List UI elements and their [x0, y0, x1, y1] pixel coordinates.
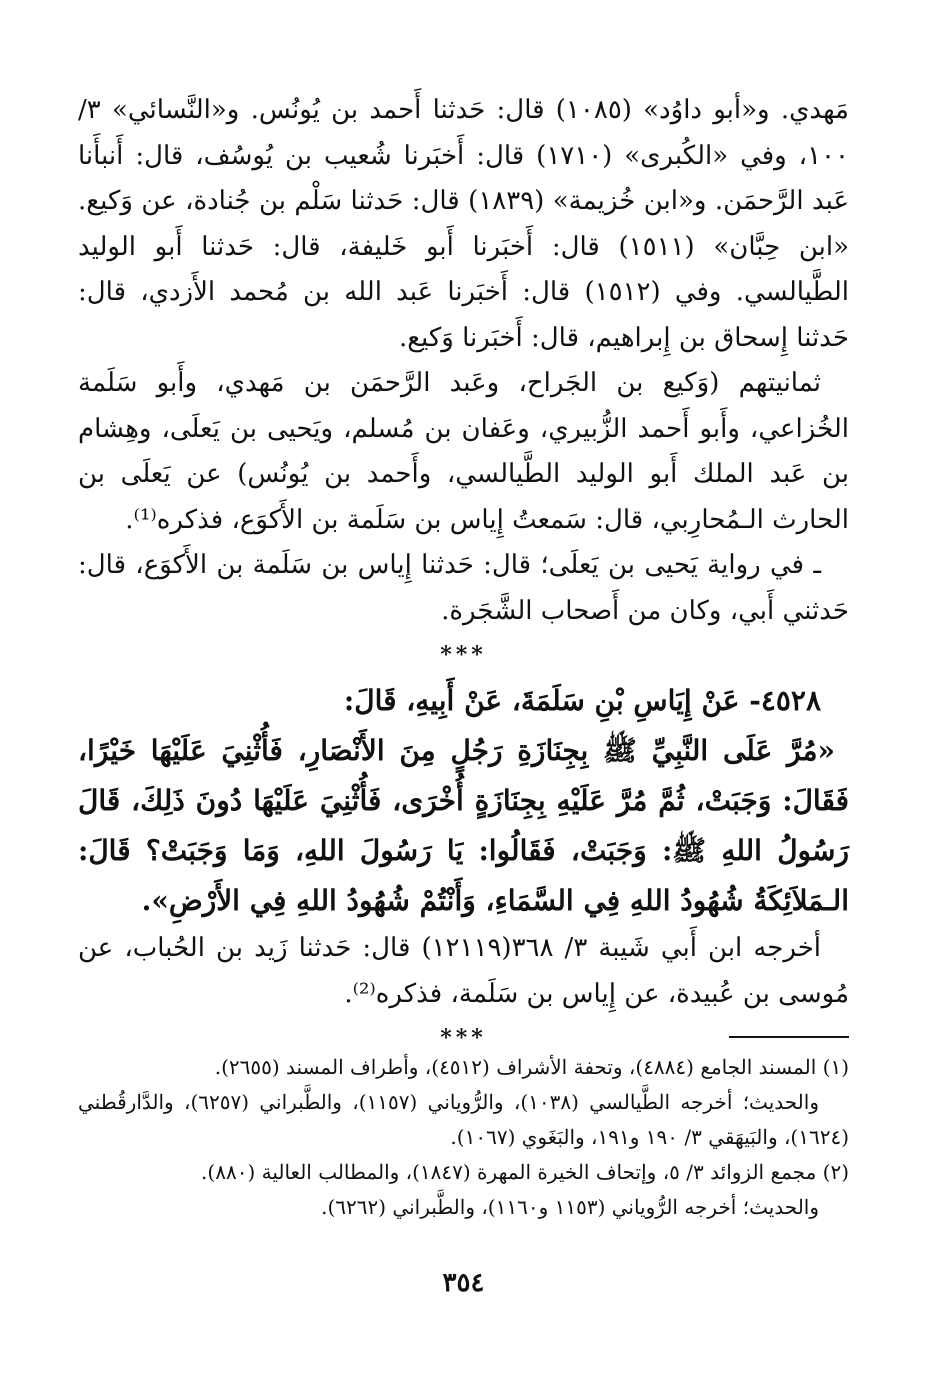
footnote-divider — [729, 1036, 849, 1038]
footnotes — [78, 1050, 849, 1225]
footnote-2: (٢) مجمع الزوائد ٣/ ٥، وإتحاف الخيرة المهرة (١٨٤٧)، والمطالب العالية (٨٨٠). — [201, 1160, 849, 1184]
paragraph-chain: مَهدي. و«أبو داوُد» (١٠٨٥) قال: حَدثنا أَحمد بن يُونُس. و«النَّسائي» ٣/ ١٠٠، وفي «الكُبرى» (١٧١٠) قال: أَخبَرنا شُعيب بن يُوسُف، قال: أَنبأَنا عَبد الرَّحمَن. و«ابن خُزيمة» (١٨٣٩) قال: حَدثنا سَلْم بن جُنادة، عن وَكيع. «ابن حِبَّان» (١٥١١) قال: أَخبَرنا أَبو خَليفة، قال: حَدثنا أَبو الوليد الطَّيالسي. وفي (١٥١٢) قال: أَخبَرنا عَبد الله بن مُحمد الأَزدي، قال: حَدثنا إِسحاق بن إِبراهيم، قال: أَخبَرنا وَكيع. — [78, 95, 850, 353]
page-number: ٣٥٤ — [442, 1268, 485, 1298]
hadith-heading: ٤٥٢٨- عَنْ إِيَاسِ بْنِ سَلَمَةَ، عَنْ أَبِيهِ، قَالَ: — [343, 684, 821, 717]
paragraph-narrators: ثمانيتهم (وَكيع بن الجَراح، وعَبد الرَّحمَن بن مَهدي، وأَبو سَلَمة الخُزاعي، وأَبو أَحمد الزُّبيري، وعَفان بن مُسلم، ويَحيى بن يَعلَى، وهِشام بن عَبد الملك أَبو الوليد الطَّيالسي، وأَحمد بن يُونُس) عن يَعلَى بن الحارث الـمُحارِبي، قال: سَمعتُ إِياس بن سَلَمة بن الأَكوَع، فذكره⁽¹⁾. — [78, 368, 849, 535]
footnote-1-continuation: والحديث؛ أخرجه الطَّيالسي (١٠٣٨)، والرُّوياني (١١٥٧)، والطَّبراني (٦٢٥٧)، والدَّارقُطني (١٦٢٤)، والبَيهَقي ٣/ ١٩٠ و١٩١، والبَغَوي (١٠٦٧). — [78, 1090, 849, 1149]
separator-stars-2: *** — [440, 1025, 487, 1051]
footnote-1: (١) المسند الجامع (٤٨٨٤)، وتحفة الأشراف (٤٥١٢)، وأطراف المسند (٢٦٥٥). — [214, 1055, 849, 1079]
book-page — [78, 88, 849, 1343]
separator-stars: *** — [440, 642, 487, 668]
hadith-text: «مُرَّ عَلَى النَّبِيِّ ﷺ بِجِنَازَةِ رَجُلٍ مِنَ الأَنْصَارِ، فَأُثْنِيَ عَلَيْهَا خَيْرًا، فَقَالَ: وَجَبَتْ، ثُمَّ مُرَّ عَلَيْهِ بِجِنَازَةٍ أُخْرَى، فَأُثْنِيَ عَلَيْهَا دُونَ ذَلِكَ، قَالَ رَسُولُ اللهِ ﷺ: وَجَبَتْ، فَقَالُوا: يَا رَسُولَ اللهِ، وَمَا وَجَبَتْ؟ قَالَ: الـمَلاَئِكَةُ شُهُودُ اللهِ فِي السَّمَاءِ، وَأَنْتُمْ شُهُودُ اللهِ فِي الأَرْضِ». — [78, 734, 849, 917]
footnote-2-continuation: والحديث؛ أخرجه الرُّوياني (١١٥٣ و١١٦٠)، والطَّبراني (٦٢٦٢). — [321, 1195, 819, 1219]
paragraph-takhrij: أخرجه ابن أَبي شَيبة ٣/ ٣٦٨(١٢١١٩) قال: حَدثنا زَيد بن الحُباب، عن مُوسى بن عُبيدة، عن إِياس بن سَلَمة، فذكره⁽²⁾. — [78, 933, 849, 1009]
paragraph-yahya-riwaya: ـ في رواية يَحيى بن يَعلَى؛ قال: حَدثنا إِياس بن سَلَمة بن الأَكوَع، قال: حَدثني أَبي، وكان من أَصحاب الشَّجَرة. — [78, 550, 849, 626]
